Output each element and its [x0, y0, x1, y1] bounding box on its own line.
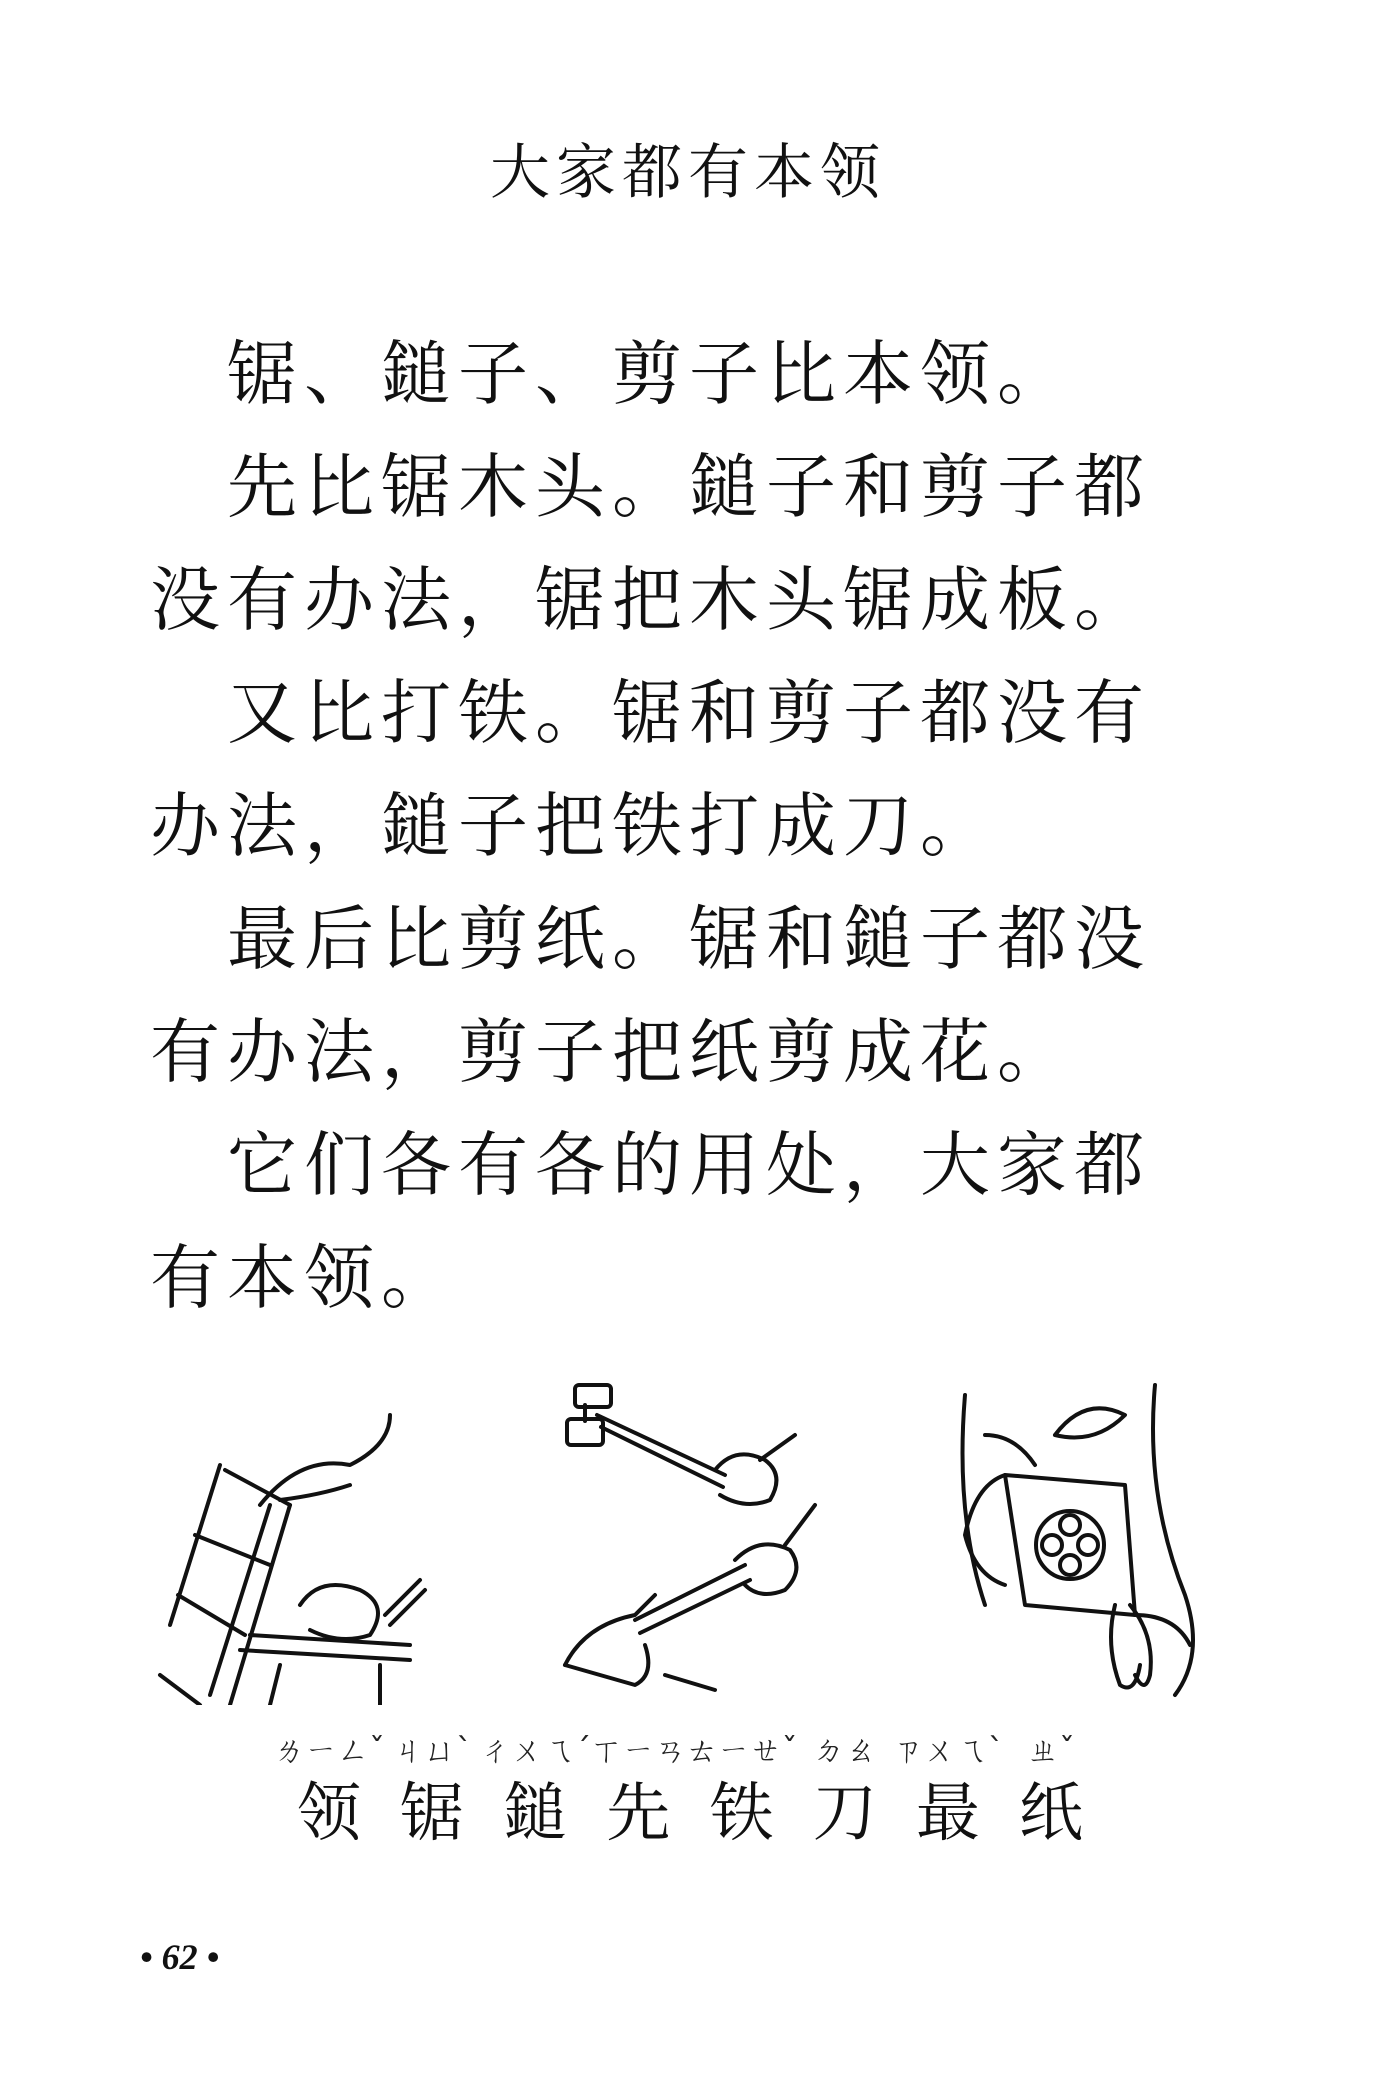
vocab-phonetic: ㄒㄧㄢ — [590, 1731, 687, 1769]
scissors-illustration-icon — [945, 1375, 1220, 1705]
vocab-phonetic: ㄓˇ — [1026, 1731, 1075, 1769]
vocab-phonetic: ㄔㄨㄟˊ — [479, 1731, 592, 1769]
paragraph-3: 又比打铁。锯和剪子都没有办法，鎚子把铁打成刀。 — [150, 672, 1151, 867]
vocab-item — [685, 1725, 798, 1853]
paragraph-4: 最后比剪纸。锯和鎚子都没有办法，剪子把纸剪成花。 — [150, 898, 1151, 1093]
vocab-character: 最 — [915, 1777, 980, 1851]
vocab-phonetic: ㄗㄨㄟˋ — [891, 1731, 1004, 1769]
vocab-phonetic: ㄊㄧㄝˇ — [685, 1731, 798, 1769]
vocab-character: 先 — [606, 1777, 671, 1851]
vocab-item — [1012, 1725, 1090, 1853]
saw-illustration-icon — [150, 1375, 430, 1705]
page-number: • 62 • — [140, 1937, 220, 1977]
vocab-item — [273, 1725, 386, 1853]
illustrations-row — [150, 1375, 1220, 1705]
vocab-item — [479, 1725, 592, 1853]
vocab-item — [590, 1725, 687, 1853]
vocab-character: 纸 — [1018, 1777, 1083, 1851]
vocab-phonetic: ㄐㄩˋ — [392, 1731, 473, 1769]
vocab-item — [891, 1725, 1004, 1853]
vocab-phonetic: ㄌㄧㄥˇ — [273, 1731, 386, 1769]
vocab-character: 铁 — [709, 1777, 774, 1851]
vocab-character: 领 — [297, 1777, 361, 1851]
vocab-item — [806, 1725, 884, 1853]
vocab-item — [393, 1725, 471, 1853]
paragraph-5: 它们各有各的用处，大家都有本领。 — [150, 1124, 1151, 1319]
paragraph-1: 锯、鎚子、剪子比本领。 — [227, 333, 1074, 415]
vocab-character: 锯 — [400, 1777, 465, 1851]
vocab-phonetic: ㄉㄠ — [812, 1731, 877, 1769]
paragraph-2: 先比锯木头。鎚子和剪子都没有办法，锯把木头锯成板。 — [150, 446, 1151, 641]
hammer-illustration-icon — [545, 1375, 835, 1705]
vocabulary-list — [273, 1725, 1090, 1853]
vocab-character: 刀 — [812, 1777, 877, 1851]
page-title: 大家都有本领 — [490, 138, 886, 208]
vocab-character: 鎚 — [503, 1777, 568, 1851]
story-text — [150, 318, 1205, 1335]
